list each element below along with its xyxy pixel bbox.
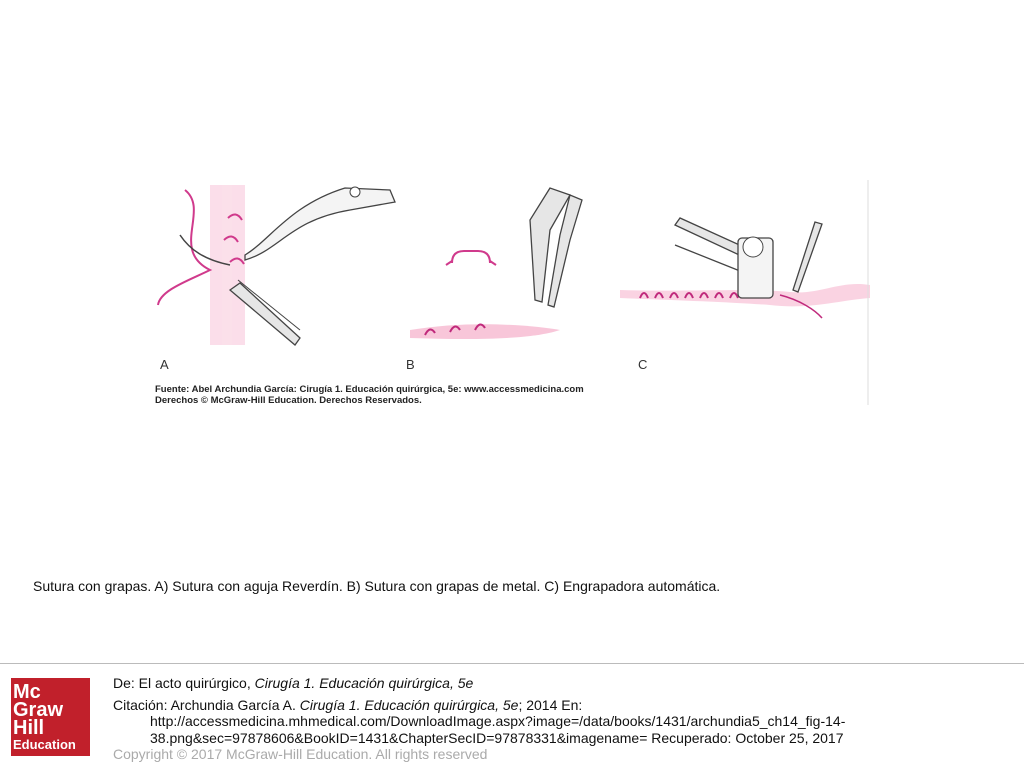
citation-url-line-2[interactable]: 38.png&sec=97878606&BookID=1431&ChapterSecID=97878331&imagename= Recuperado: October 25, 2017 xyxy=(150,730,844,746)
citation-url-line-1[interactable]: http://accessmedicina.mhmedical.com/DownloadImage.aspx?image=/data/books/1431/archundia5_ch14_fig-14- xyxy=(150,713,846,729)
figure-source-line: Fuente: Abel Archundia García: Cirugía 1. Educación quirúrgica, 5e: www.accessmedicina.com xyxy=(155,384,584,395)
logo-line-2: Graw xyxy=(13,699,64,721)
logo-line-3: Hill xyxy=(13,717,45,739)
panel-label-b: B xyxy=(406,357,415,372)
citation-prefix: Citación: Archundia García A. xyxy=(113,697,300,713)
panel-b-drawing xyxy=(410,188,582,339)
mcgraw-hill-logo xyxy=(11,678,90,756)
panel-a-drawing xyxy=(158,185,395,345)
source-book-title: Cirugía 1. Educación quirúrgica, 5e xyxy=(254,675,474,691)
panel-label-c: C xyxy=(638,357,648,372)
citation-book-title: Cirugía 1. Educación quirúrgica, 5e xyxy=(299,697,519,713)
panel-c-drawing xyxy=(620,218,870,318)
suture-illustration xyxy=(150,180,870,408)
copyright-notice: Copyright © 2017 McGraw-Hill Education. All rights reserved xyxy=(113,746,488,762)
figure-caption: Sutura con grapas. A) Sutura con aguja Reverdín. B) Sutura con grapas de metal. C) Engrapadora automática. xyxy=(33,578,721,594)
logo-line-1: Mc xyxy=(13,681,41,703)
footer-divider xyxy=(0,663,1024,664)
citation-line xyxy=(113,697,582,713)
panel-label-a: A xyxy=(160,357,169,372)
source-chapter-prefix: De: El acto quirúrgico, xyxy=(113,675,255,691)
logo-line-4: Education xyxy=(13,737,76,752)
surgical-figure xyxy=(150,180,870,408)
source-chapter xyxy=(113,675,473,691)
figure-rights-line: Derechos © McGraw-Hill Education. Derechos Reservados. xyxy=(155,395,422,406)
citation-suffix: ; 2014 En: xyxy=(518,697,583,713)
